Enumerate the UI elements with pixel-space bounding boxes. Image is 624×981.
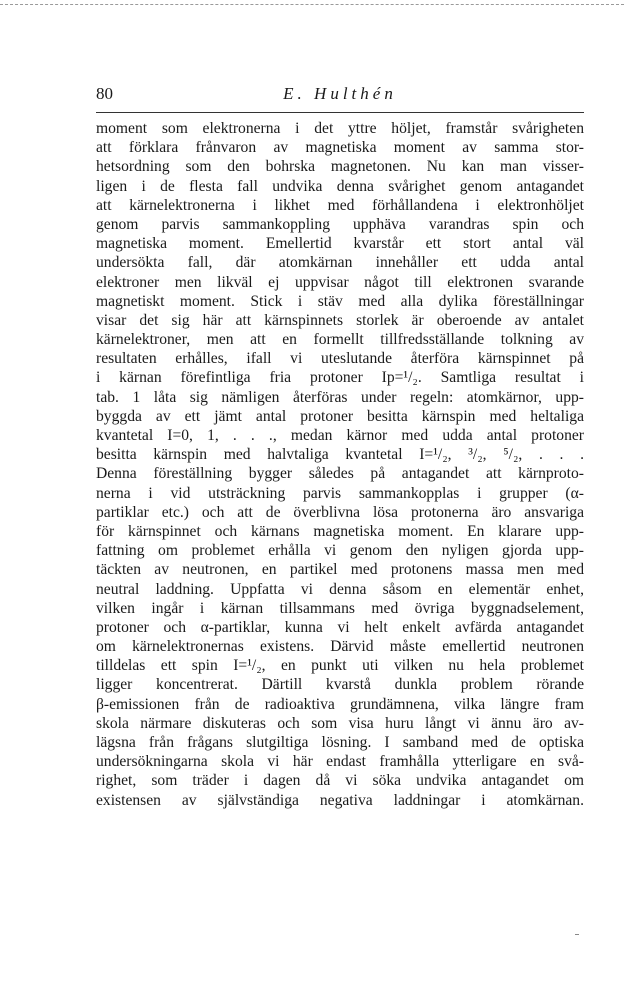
text-line: Denna föreställning bygger således på antagandet att kärnproto- [96,465,584,483]
text-line: ligen i de flesta fall undvika denna svårighet genom antagandet [96,177,584,195]
text-line: righet, som träder i dagen då vi söka undvika antagandet om [96,772,584,790]
text-line: ligger koncentrerat. Därtill kvarstå dunkla problem rörande [96,676,584,694]
text-line: protoner och α-partiklar, kunna vi helt enkelt avfärda antagandet [96,618,584,636]
text-line: undersökta fall, där atomkärnan innehåller ett udda antal [96,254,584,272]
text-line: resultaten erhålles, ifall vi uteslutande återföra kärnspinnet på [96,350,584,368]
text-line: för kärnspinnet och kärnans magnetiska moment. En klarare upp- [96,522,584,540]
text-line: β-emissionen från de radioaktiva grundämnena, vilka längre fram [96,695,584,713]
text-line: hetsordning som den bohrska magnetonen. Nu kan man visser- [96,158,584,176]
running-head-author: E. Hulthén [283,84,397,103]
scan-speck [575,934,579,935]
text-line: moment som elektronerna i det yttre höljet, framstår svårigheten [96,120,584,137]
page-header [96,84,584,106]
text-line: magnetiskt moment. Stick i stäv med alla dylika föreställningar [96,292,584,310]
text-line: elektroner men likväl ej uppvisar något till elektronen svarande [96,273,584,291]
text-line: att kärnelektronerna i likhet med förhållandena i elektronhöljet [96,196,584,214]
body-paragraph [96,119,584,810]
text-line: kvantetal I=0, 1, . . ., medan kärnor med udda antal protoner [96,427,584,444]
text-line: undersökningarna skola vi här endast framhålla ytterligare en svå- [96,753,584,771]
text-line: skola närmare diskuteras och som visa huru långt vi ännu äro av- [96,714,584,732]
text-line-last: existensen av självständiga negativa laddningar i atomkärnan. [96,791,584,809]
scan-top-edge [0,4,624,5]
text-line: byggda av ett jämt antal protoner besitta kärnspin med heltaliga [96,407,584,425]
text-line: tilldelas ett spin I=¹/₂, en punkt uti vilken nu hela problemet [96,657,584,675]
text-line: fattning om problemet erhålla vi genom den nyligen gjorda upp- [96,542,584,560]
text-line: vilken ingår i kärnan tillsammans med övriga byggnadselement, [96,599,584,617]
text-line: visar det sig här att kärnspinnets storlek är oberoende av antalet [96,311,584,329]
text-line: kärnelektroner, men att en formellt tillfredsställande tolkning av [96,331,584,349]
text-line: partiklar etc.) och att de överblivna lösa protonerna äro ansvariga [96,503,584,521]
text-line: om kärnelektronernas existens. Därvid måste emellertid neutronen [96,638,584,656]
text-line: täckten av neutronen, en partikel med protonens massa men med [96,561,584,579]
text-line: genom parvis sammankoppling upphäva varandras spin och [96,215,584,233]
text-line: besitta kärnspin med halvtaliga kvantetal I=¹/₂, ³/₂, ⁵/₂, . . . [96,446,584,464]
text-line: tab. 1 låta sig nämligen återföras under regeln: atomkärnor, upp- [96,388,584,406]
page-number: 80 [96,84,113,103]
text-line: att förklara frånvaron av magnetiska moment av samma stor- [96,139,584,157]
text-line: magnetiska moment. Emellertid kvarstår ett stort antal väl [96,235,584,253]
text-line: nerna i vid utsträckning parvis sammankopplas i grupper (α- [96,484,584,502]
text-line: neutral laddning. Uppfatta vi denna såsom en elementär enhet, [96,580,584,598]
text-line: i kärnan förefintliga fria protoner Ip=¹/₂. Samtliga resultat i [96,369,584,387]
text-line: lägsna från frågans slutgiltiga lösning. I samband med de optiska [96,734,584,751]
header-rule [96,112,584,113]
